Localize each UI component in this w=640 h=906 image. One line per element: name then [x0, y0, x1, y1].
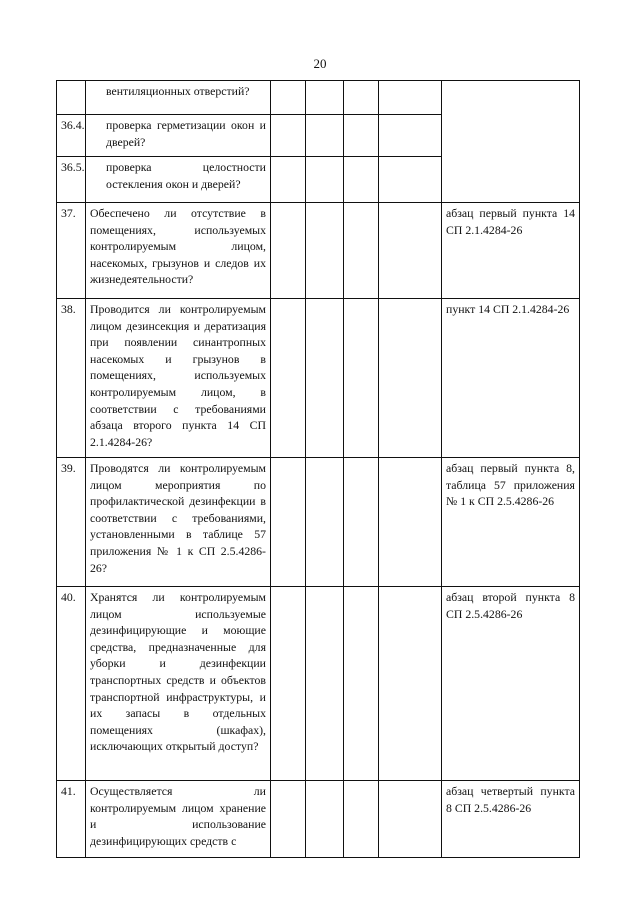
checklist-table: [56, 80, 580, 858]
reference-cell: абзац второй пункта 8 СП 2.5.4286-26: [442, 587, 580, 781]
answer-no-cell: [306, 81, 344, 115]
reference-cell: [442, 81, 580, 115]
row-number: 38.: [57, 299, 86, 458]
reference-cell: [442, 157, 580, 203]
answer-na-cell: [344, 157, 379, 203]
row-number: 37.: [57, 203, 86, 299]
row-number: 41.: [57, 781, 86, 858]
reference-cell: абзац первый пункта 8, таблица 57 приложения № 1 к СП 2.5.4286-26: [442, 458, 580, 587]
answer-na-cell: [344, 115, 379, 157]
question-cell: [86, 157, 271, 203]
reference-cell: [442, 115, 580, 157]
question-cell: Хранятся ли контролируемым лицом используемые дезинфицирующие и моющие средства, предназначенные для уборки и дезинфекции транспортных средств и объектов транспортной инфраструктуры, и их запасы в отдельных помещениях (шкафах), исключающих открытый доступ?: [86, 587, 271, 781]
table-row: [57, 203, 580, 299]
answer-no-cell: [306, 157, 344, 203]
row-number: 40.: [57, 587, 86, 781]
answer-yes-cell: [271, 203, 306, 299]
answer-na-cell: [344, 299, 379, 458]
table-row: [57, 115, 580, 157]
answer-yes-cell: [271, 81, 306, 115]
answer-na-cell: [344, 781, 379, 858]
row-number: 36.5.: [57, 157, 86, 203]
answer-yes-cell: [271, 781, 306, 858]
answer-no-cell: [306, 203, 344, 299]
row-number: 36.4.: [57, 115, 86, 157]
question-cell: Проводятся ли контролируемым лицом мероприятия по профилактической дезинфекции в соответствии с требованиями, установленными в таблице 57 приложения № 1 к СП 2.5.4286-26?: [86, 458, 271, 587]
question-text: проверка целостности остекления окон и дверей?: [106, 160, 266, 191]
answer-na-cell: [344, 587, 379, 781]
table-row: [57, 299, 580, 458]
answer-na-cell: [344, 81, 379, 115]
table-row: [57, 587, 580, 781]
question-text: вентиляционных отверстий?: [106, 84, 250, 98]
table-row: [57, 458, 580, 587]
answer-na-cell: [344, 458, 379, 587]
table-row: [57, 157, 580, 203]
note-cell: [379, 299, 442, 458]
question-cell: Обеспечено ли отсутствие в помещениях, используемых контролируемым лицом, насекомых, грызунов и следов их жизнедеятельности?: [86, 203, 271, 299]
answer-no-cell: [306, 115, 344, 157]
answer-yes-cell: [271, 115, 306, 157]
row-number: [57, 81, 86, 115]
table-row: [57, 81, 580, 115]
table-row: [57, 781, 580, 858]
question-cell: Проводится ли контролируемым лицом дезинсекция и дератизация при появлении синантропных насекомых и грызунов в помещениях, используемых контролируемым лицом, в соответствии с требованиями абзаца второго пункта 14 СП 2.1.4284-26?: [86, 299, 271, 458]
note-cell: [379, 203, 442, 299]
note-cell: [379, 458, 442, 587]
answer-yes-cell: [271, 458, 306, 587]
question-text: проверка герметизации окон и дверей?: [106, 118, 266, 149]
answer-no-cell: [306, 458, 344, 587]
reference-cell: пункт 14 СП 2.1.4284-26: [442, 299, 580, 458]
reference-cell: абзац первый пункта 14 СП 2.1.4284-26: [442, 203, 580, 299]
answer-yes-cell: [271, 587, 306, 781]
reference-cell: абзац четвертый пункта 8 СП 2.5.4286-26: [442, 781, 580, 858]
question-cell: [86, 81, 271, 115]
answer-no-cell: [306, 587, 344, 781]
note-cell: [379, 781, 442, 858]
answer-no-cell: [306, 299, 344, 458]
note-cell: [379, 81, 442, 115]
row-number: 39.: [57, 458, 86, 587]
answer-no-cell: [306, 781, 344, 858]
note-cell: [379, 115, 442, 157]
page-number: 20: [313, 56, 327, 71]
answer-na-cell: [344, 203, 379, 299]
answer-yes-cell: [271, 157, 306, 203]
note-cell: [379, 157, 442, 203]
note-cell: [379, 587, 442, 781]
question-cell: Осуществляется ли контролируемым лицом хранение и использование дезинфицирующих средств с: [86, 781, 271, 858]
answer-yes-cell: [271, 299, 306, 458]
question-cell: [86, 115, 271, 157]
